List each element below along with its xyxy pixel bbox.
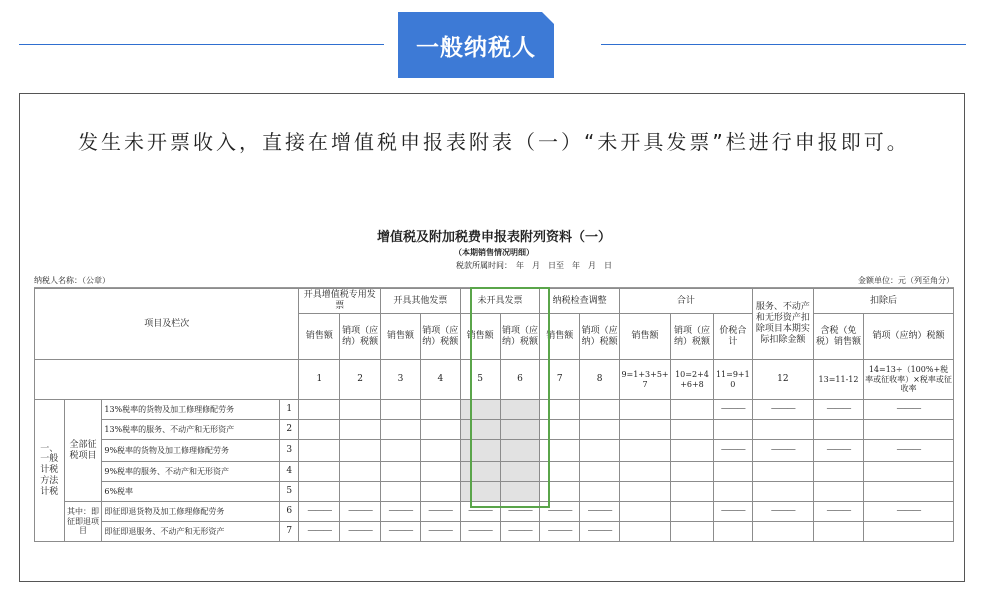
section-label: 一、一般计税方法计税 [35,400,65,542]
group-header-inspection: 纳税检查调整 [540,289,620,314]
cell-dash: ——— [864,502,954,522]
cell-input[interactable] [620,502,671,522]
cell-dash: ——— [340,502,381,522]
cell-input[interactable] [420,420,460,440]
cell-input[interactable] [752,462,813,482]
header-line-left [19,44,384,45]
cell-input[interactable] [420,400,460,420]
cell-dash: ——— [381,502,421,522]
cell-dash: ——— [420,522,460,542]
cell-input[interactable] [864,482,954,502]
cell-input[interactable] [864,420,954,440]
column-number: 11=9+10 [713,360,752,400]
table-row [35,462,954,482]
column-number: 2 [340,360,381,400]
cell-input[interactable] [813,420,863,440]
cell-dash: ——— [500,502,540,522]
cell-input[interactable] [752,420,813,440]
cell-input[interactable] [299,462,340,482]
row-label: 即征即退服务、不动产和无形资产 [102,522,280,542]
cell-input[interactable] [420,462,460,482]
cell-input[interactable] [381,462,421,482]
form-subtitle: （本期销售情况明细） [454,247,534,257]
cell-input[interactable] [864,462,954,482]
cell-input[interactable] [620,420,671,440]
sub-header: 销售额 [381,314,421,360]
column-number: 5 [460,360,500,400]
column-number: 13=11-12 [813,360,863,400]
cell-dash: ——— [752,400,813,420]
sub-header: 销项（应纳）税额 [580,314,620,360]
cell-input[interactable] [620,462,671,482]
cell-input[interactable] [813,462,863,482]
cell-input[interactable] [671,502,714,522]
cell-input[interactable] [620,440,671,462]
header-line-right [601,44,966,45]
cell-dash: ——— [864,400,954,420]
cell-input[interactable] [299,482,340,502]
column-number: 4 [420,360,460,400]
cell-input[interactable] [671,482,714,502]
badge-corner [542,12,554,24]
column-number: 10=2+4+6+8 [671,360,714,400]
sub-header: 销售额 [460,314,500,360]
column-number: 9=1+3+5+7 [620,360,671,400]
column-number: 1 [299,360,340,400]
cell-input[interactable] [580,400,620,420]
sub-header: 销项（应纳）税额 [864,314,954,360]
sub-header: 销售额 [299,314,340,360]
cell-input-no-invoice[interactable] [500,420,540,440]
group-header-deduction: 服务、不动产和无形资产扣除项目本期实际扣除金额 [752,289,813,360]
sub-header: 销项（应纳）税额 [671,314,714,360]
group-header-after-deduction: 扣除后 [813,289,953,314]
cell-input[interactable] [671,462,714,482]
cell-input-no-invoice[interactable] [460,462,500,482]
cell-input[interactable] [864,522,954,542]
cell-input[interactable] [540,482,580,502]
cell-input-no-invoice[interactable] [500,440,540,462]
sub-header: 含税（免税）销售额 [813,314,863,360]
cell-dash: ——— [813,400,863,420]
cell-dash: ——— [381,522,421,542]
cell-input[interactable] [671,400,714,420]
group-header-row [35,289,954,314]
cell-input[interactable] [299,400,340,420]
cell-input[interactable] [620,400,671,420]
table-row [35,522,954,542]
cell-input[interactable] [299,440,340,462]
table-row [35,400,954,420]
row-number: 4 [280,462,299,482]
cell-input[interactable] [540,420,580,440]
cell-input[interactable] [540,440,580,462]
amount-unit-label: 金额单位：元（列至角分） [858,276,954,285]
cell-input[interactable] [713,482,752,502]
form-meta [34,274,954,288]
column-number: 6 [500,360,540,400]
row-label: 13%税率的货物及加工修理修配劳务 [102,400,280,420]
column-number: 7 [540,360,580,400]
table-row [35,502,954,522]
cell-input[interactable] [340,400,381,420]
table-row [35,440,954,462]
row-label: 13%税率的服务、不动产和无形资产 [102,420,280,440]
cell-input[interactable] [340,440,381,462]
sub-header: 销售额 [620,314,671,360]
cell-input[interactable] [813,482,863,502]
row-label: 9%税率的服务、不动产和无形资产 [102,462,280,482]
sub-header: 销项（应纳）税额 [500,314,540,360]
cell-input[interactable] [580,420,620,440]
taxpayer-name-label: 纳税人名称：（公章） [34,276,110,285]
group-header-no-invoice: 未开具发票 [460,289,540,314]
cell-input[interactable] [580,462,620,482]
cell-dash: ——— [500,522,540,542]
explanation-text: 发生未开票收入，直接在增值税申报表附表（一）“未开具发票”栏进行申报即可。 [78,130,910,154]
column-number: 3 [381,360,421,400]
row-number: 2 [280,420,299,440]
cell-input[interactable] [340,420,381,440]
cell-dash: ——— [713,400,752,420]
column-number: 14=13÷（100%+税率或征收率）×税率或征收率 [864,360,954,400]
cell-input[interactable] [813,522,863,542]
cell-dash: ——— [713,440,752,462]
cell-input[interactable] [671,420,714,440]
cell-input[interactable] [713,462,752,482]
cell-input-no-invoice[interactable] [500,482,540,502]
form-period: 税款所属时间： 年 月 日至 年 月 日 [456,261,612,270]
row-number: 7 [280,522,299,542]
cell-input-no-invoice[interactable] [500,462,540,482]
table-row [35,420,954,440]
form-table-wrap [34,288,954,542]
cell-input[interactable] [752,482,813,502]
sub-header: 价税合计 [713,314,752,360]
cell-dash: ——— [813,440,863,462]
cell-input[interactable] [580,482,620,502]
cell-input[interactable] [713,522,752,542]
cell-dash: ——— [460,502,500,522]
cell-input[interactable] [540,400,580,420]
cell-dash: ——— [580,522,620,542]
cell-dash: ——— [813,502,863,522]
cell-input-no-invoice[interactable] [460,400,500,420]
cell-dash: ——— [340,522,381,542]
row-number: 3 [280,440,299,462]
row-number: 5 [280,482,299,502]
cell-dash: ——— [299,522,340,542]
column-number: 8 [580,360,620,400]
cell-dash: ——— [864,440,954,462]
item-header: 项目及栏次 [35,289,299,360]
cell-input[interactable] [420,440,460,462]
cell-input-no-invoice[interactable] [460,420,500,440]
cell-input-no-invoice[interactable] [460,440,500,462]
cell-input[interactable] [752,522,813,542]
group-label-refund: 其中：即征即退项目 [64,502,102,542]
sub-header: 销项（应纳）税额 [340,314,381,360]
row-label: 9%税率的货物及加工修理修配劳务 [102,440,280,462]
row-label: 即征即退货物及加工修理修配劳务 [102,502,280,522]
cell-dash: ——— [540,522,580,542]
cell-input[interactable] [340,462,381,482]
cell-input[interactable] [713,420,752,440]
cell-input[interactable] [381,440,421,462]
cell-input[interactable] [671,440,714,462]
column-number: 12 [752,360,813,400]
cell-input[interactable] [381,482,421,502]
group-header-other-invoice: 开具其他发票 [381,289,461,314]
group-header-total: 合计 [620,289,753,314]
tax-form [34,230,954,542]
badge-label: 一般纳税人 [416,34,536,61]
cell-input[interactable] [299,420,340,440]
row-label: 6%税率 [102,482,280,502]
table-row [35,482,954,502]
cell-dash: ——— [460,522,500,542]
row-number: 1 [280,400,299,420]
category-badge [398,12,554,78]
cell-dash: ——— [713,502,752,522]
cell-input-no-invoice[interactable] [460,482,500,502]
cell-dash: ——— [299,502,340,522]
cell-dash: ——— [420,502,460,522]
cell-dash: ——— [752,502,813,522]
cell-dash: ——— [540,502,580,522]
group-label-all-taxable: 全部征税项目 [64,400,102,502]
cell-dash: ——— [752,440,813,462]
sub-header: 销项（应纳）税额 [420,314,460,360]
cell-input[interactable] [381,420,421,440]
form-title: 增值税及附加税费申报表附列资料（一） [376,230,611,245]
group-header-special-invoice: 开具增值税专用发票 [299,289,381,314]
cell-input[interactable] [340,482,381,502]
cell-dash: ——— [580,502,620,522]
cell-input-no-invoice[interactable] [500,400,540,420]
cell-input[interactable] [540,462,580,482]
form-table [34,288,954,542]
column-number-row [35,360,954,400]
sub-header: 销售额 [540,314,580,360]
cell-input[interactable] [420,482,460,502]
column-number-blank [35,360,299,400]
cell-input[interactable] [620,482,671,502]
cell-input[interactable] [620,522,671,542]
cell-input[interactable] [381,400,421,420]
cell-input[interactable] [580,440,620,462]
cell-input[interactable] [671,522,714,542]
row-number: 6 [280,502,299,522]
content-frame [19,93,965,582]
